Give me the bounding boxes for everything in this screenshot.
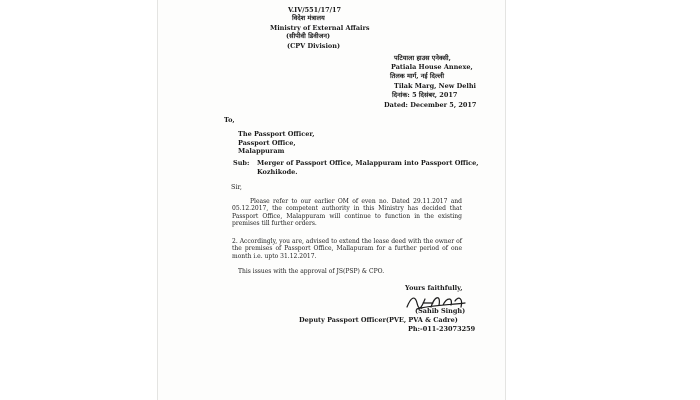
subject-label: Sub: bbox=[233, 159, 250, 167]
approval-note: This issues with the approval of JS(PSP) & CPO. bbox=[238, 268, 385, 275]
ministry-name: Ministry of External Affairs bbox=[270, 24, 370, 32]
salutation: Sir, bbox=[231, 183, 242, 191]
address-hindi-line-2: तिलक मार्ग, नई दिल्ली bbox=[390, 72, 445, 80]
closing-line: Yours faithfully, bbox=[405, 284, 463, 292]
signatory-name: (Sahib Singh) bbox=[415, 307, 466, 315]
subject-line-1: Merger of Passport Office, Malappuram into Passport Office, bbox=[257, 159, 479, 167]
recipient-line-3: Malappuram bbox=[238, 147, 285, 155]
address-line-2: Tilak Marg, New Delhi bbox=[394, 82, 477, 90]
letter-date: Dated: December 5, 2017 bbox=[384, 101, 477, 109]
date-hindi: दिनांक: 5 दिसंबर, 2017 bbox=[392, 91, 458, 99]
paragraph-1: Please refer to our earlier OM of even no. Dated 29.11.2017 and 05.12.2017, the competent authority in this Ministry has decided that Passport Office, Malappuram will continue to function in the existing premises till further orders. bbox=[232, 198, 462, 228]
division-name-hindi: (सीपीवी डिवीजन) bbox=[286, 32, 331, 40]
to-label: To, bbox=[224, 116, 235, 124]
recipient-line-2: Passport Office, bbox=[238, 139, 296, 147]
subject-line-2: Kozhikode. bbox=[257, 168, 298, 176]
paragraph-2: 2. Accordingly, you are, advised to extend the lease deed with the owner of the premises of Passport Office, Mallapuram for a further period of one month i.e. upto 31.12.2017. bbox=[232, 238, 462, 260]
signatory-designation: Deputy Passport Officer(PVE, PVA & Cadre) bbox=[299, 316, 458, 324]
reference-number: V.IV/551/17/17 bbox=[288, 6, 342, 14]
ministry-name-hindi: विदेश मंत्रालय bbox=[292, 14, 325, 22]
phone-number: Ph:-011-23073259 bbox=[408, 325, 476, 333]
address-hindi-line-1: पटियाला हाउस एनेक्सी, bbox=[394, 54, 451, 62]
recipient-line-1: The Passport Officer, bbox=[238, 130, 315, 138]
division-name: (CPV Division) bbox=[287, 42, 341, 50]
address-line-1: Patiala House Annexe, bbox=[391, 63, 473, 71]
letter-page bbox=[158, 0, 505, 400]
